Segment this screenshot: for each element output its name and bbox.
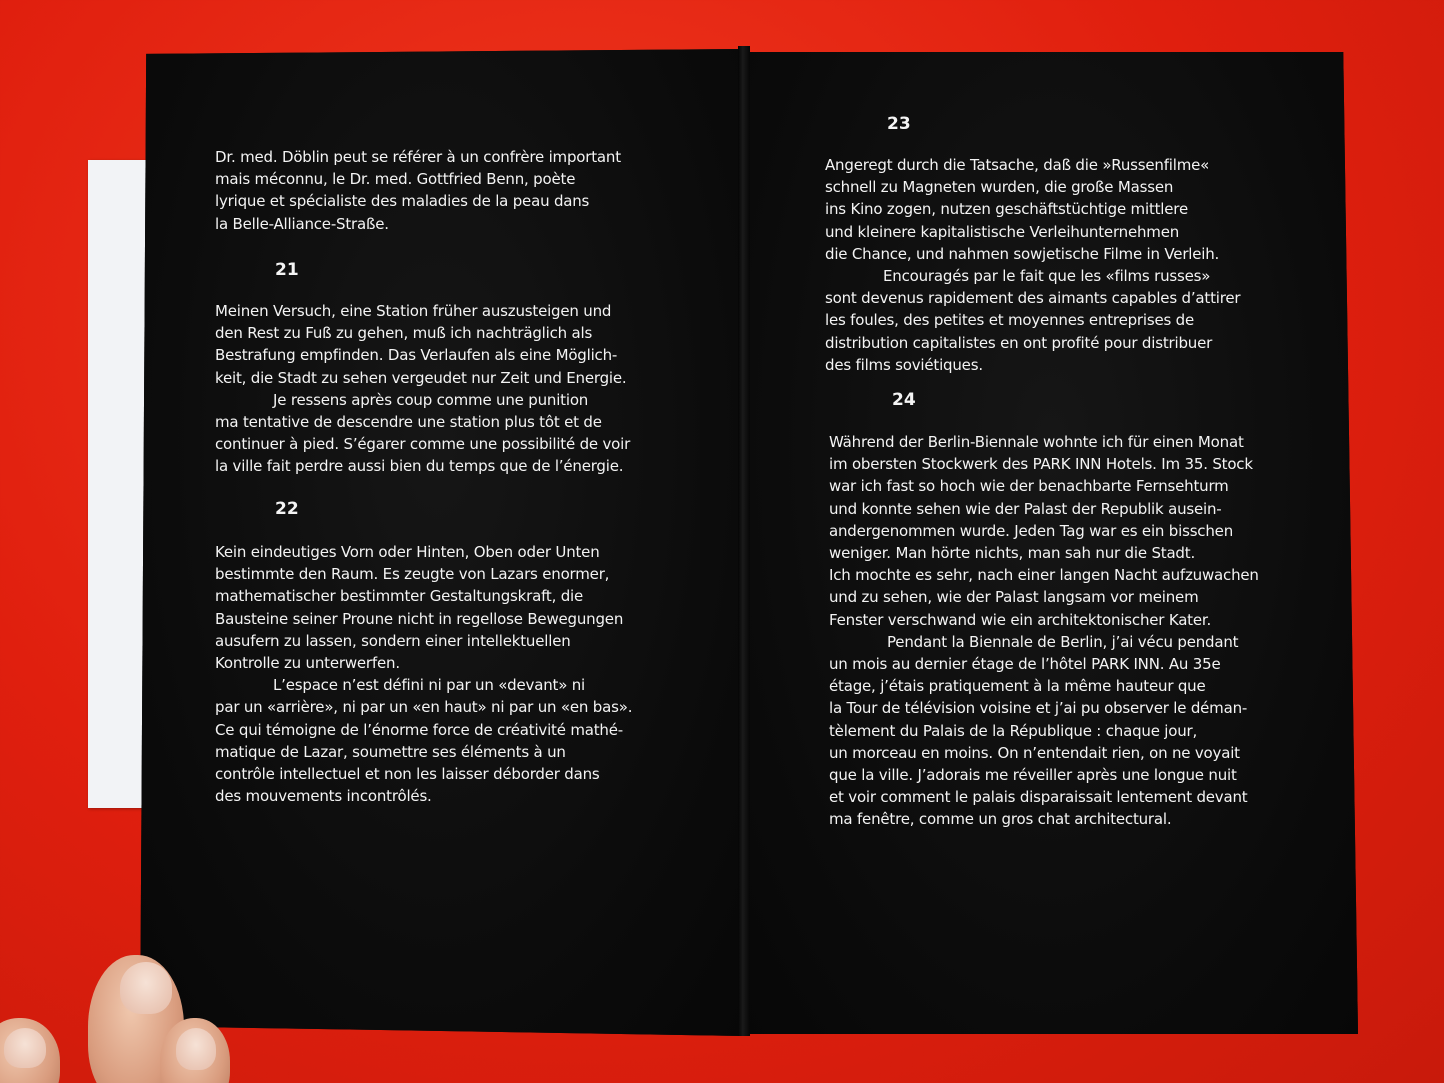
text-line: mais méconnu, le Dr. med. Gottfried Benn, poète: [215, 170, 576, 189]
text-line: L’espace n’est défini ni par un «devant» ni: [273, 676, 586, 695]
section-number-23: 23: [887, 114, 911, 134]
text-line: andergenommen wurde. Jeden Tag war es ein bisschen: [829, 521, 1234, 540]
text-line: den Rest zu Fuß zu gehen, muß ich nachträglich als: [215, 324, 593, 343]
section-24-text: [829, 431, 1259, 831]
text-line: la Tour de télévision voisine et j’ai pu observer le déman-: [829, 699, 1248, 718]
text-line: les foules, des petites et moyennes entreprises de: [825, 311, 1195, 330]
text-line: weniger. Man hörte nichts, man sah nur die Stadt.: [829, 544, 1196, 563]
text-line: par un «arrière», ni par un «en haut» ni par un «en bas».: [215, 698, 633, 717]
thumbnail: [120, 962, 172, 1014]
text-line: schnell zu Magneten wurden, die große Massen: [825, 178, 1174, 197]
text-line: Meinen Versuch, eine Station früher auszusteigen und: [215, 302, 612, 320]
text-line: étage, j’étais pratiquement à la même hauteur que: [829, 677, 1206, 696]
text-line: la ville fait perdre aussi bien du temps que de l’énergie.: [215, 457, 624, 476]
text-line: Pendant la Biennale de Berlin, j’ai vécu pendant: [887, 632, 1239, 651]
text-line: keit, die Stadt zu sehen vergeudet nur Zeit und Energie.: [215, 368, 627, 387]
left-intro-paragraph: [215, 146, 621, 235]
text-line: ausufern zu lassen, sondern einer intellektuellen: [215, 631, 571, 650]
section-21-text: [215, 300, 630, 478]
text-line: lyrique et spécialiste des maladies de la peau dans: [215, 192, 590, 211]
section-number-21: 21: [275, 260, 299, 280]
section-number-22: 22: [275, 499, 299, 519]
text-line: tèlement du Palais de la République : chaque jour,: [829, 721, 1198, 740]
text-line: Ich mochte es sehr, nach einer langen Nacht aufzuwachen: [829, 566, 1259, 585]
text-line: Ce qui témoigne de l’énorme force de créativité mathé-: [215, 720, 623, 739]
text-line: des films soviétiques.: [825, 355, 983, 374]
text-line: Je ressens après coup comme une punition: [273, 390, 589, 409]
text-line: et voir comment le palais disparaissait lentement devant: [829, 788, 1248, 807]
text-line: des mouvements incontrôlés.: [215, 787, 432, 806]
text-line: Kein eindeutiges Vorn oder Hinten, Oben oder Unten: [215, 543, 600, 561]
text-line: Angeregt durch die Tatsache, daß die »Russenfilme«: [825, 156, 1210, 174]
text-line: mathematischer bestimmter Gestaltungskraft, die: [215, 587, 584, 606]
text-line: Kontrolle zu unterwerfen.: [215, 654, 400, 673]
text-line: war ich fast so hoch wie der benachbarte Fernsehturm: [829, 477, 1229, 496]
text-line: distribution capitalistes en ont profité pour distribuer: [825, 333, 1213, 352]
text-line: que la ville. J’adorais me réveiller après une longue nuit: [829, 766, 1237, 785]
text-line: continuer à pied. S’égarer comme une possibilité de voir: [215, 435, 631, 454]
book-spine: [738, 46, 750, 1036]
text-line: la Belle-Alliance-Straße.: [215, 214, 389, 233]
text-line: im obersten Stockwerk des PARK INN Hotels. Im 35. Stock: [829, 455, 1253, 474]
text-line: ins Kino zogen, nutzen geschäftstüchtige mittlere: [825, 200, 1188, 219]
text-line: ma tentative de descendre une station plus tôt et de: [215, 413, 602, 432]
text-line: matique de Lazar, soumettre ses éléments à un: [215, 742, 566, 761]
text-line: Fenster verschwand wie ein architektonischer Kater.: [829, 610, 1212, 629]
text-line: Dr. med. Döblin peut se référer à un confrère important: [215, 148, 621, 166]
text-line: Während der Berlin-Biennale wohnte ich für einen Monat: [829, 433, 1244, 451]
section-22-text: [215, 541, 632, 807]
text-line: und zu sehen, wie der Palast langsam vor meinem: [829, 588, 1199, 607]
text-line: die Chance, und nahmen sowjetische Filme in Verleih.: [825, 244, 1220, 263]
white-insert-sheet: [88, 160, 148, 808]
text-line: un morceau en moins. On n’entendait rien, on ne voyait: [829, 743, 1240, 762]
fingernail: [176, 1028, 216, 1070]
text-line: und kleinere kapitalistische Verleihunternehmen: [825, 222, 1180, 241]
text-line: Bestrafung empfinden. Das Verlaufen als eine Möglich-: [215, 346, 618, 365]
fingernail: [4, 1028, 46, 1068]
section-number-24: 24: [892, 390, 916, 410]
text-line: sont devenus rapidement des aimants capables d’attirer: [825, 289, 1241, 308]
text-line: und konnte sehen wie der Palast der Republik ausein-: [829, 499, 1222, 518]
text-line: un mois au dernier étage de l’hôtel PARK INN. Au 35e: [829, 655, 1221, 674]
text-line: contrôle intellectuel et non les laisser déborder dans: [215, 765, 600, 784]
section-23-text: [825, 154, 1240, 376]
text-line: ma fenêtre, comme un gros chat architectural.: [829, 810, 1172, 829]
text-line: Bausteine seiner Proune nicht in regellose Bewegungen: [215, 609, 624, 628]
text-line: bestimmte den Raum. Es zeugte von Lazars enormer,: [215, 565, 610, 584]
text-line: Encouragés par le fait que les «films russes»: [883, 267, 1211, 286]
